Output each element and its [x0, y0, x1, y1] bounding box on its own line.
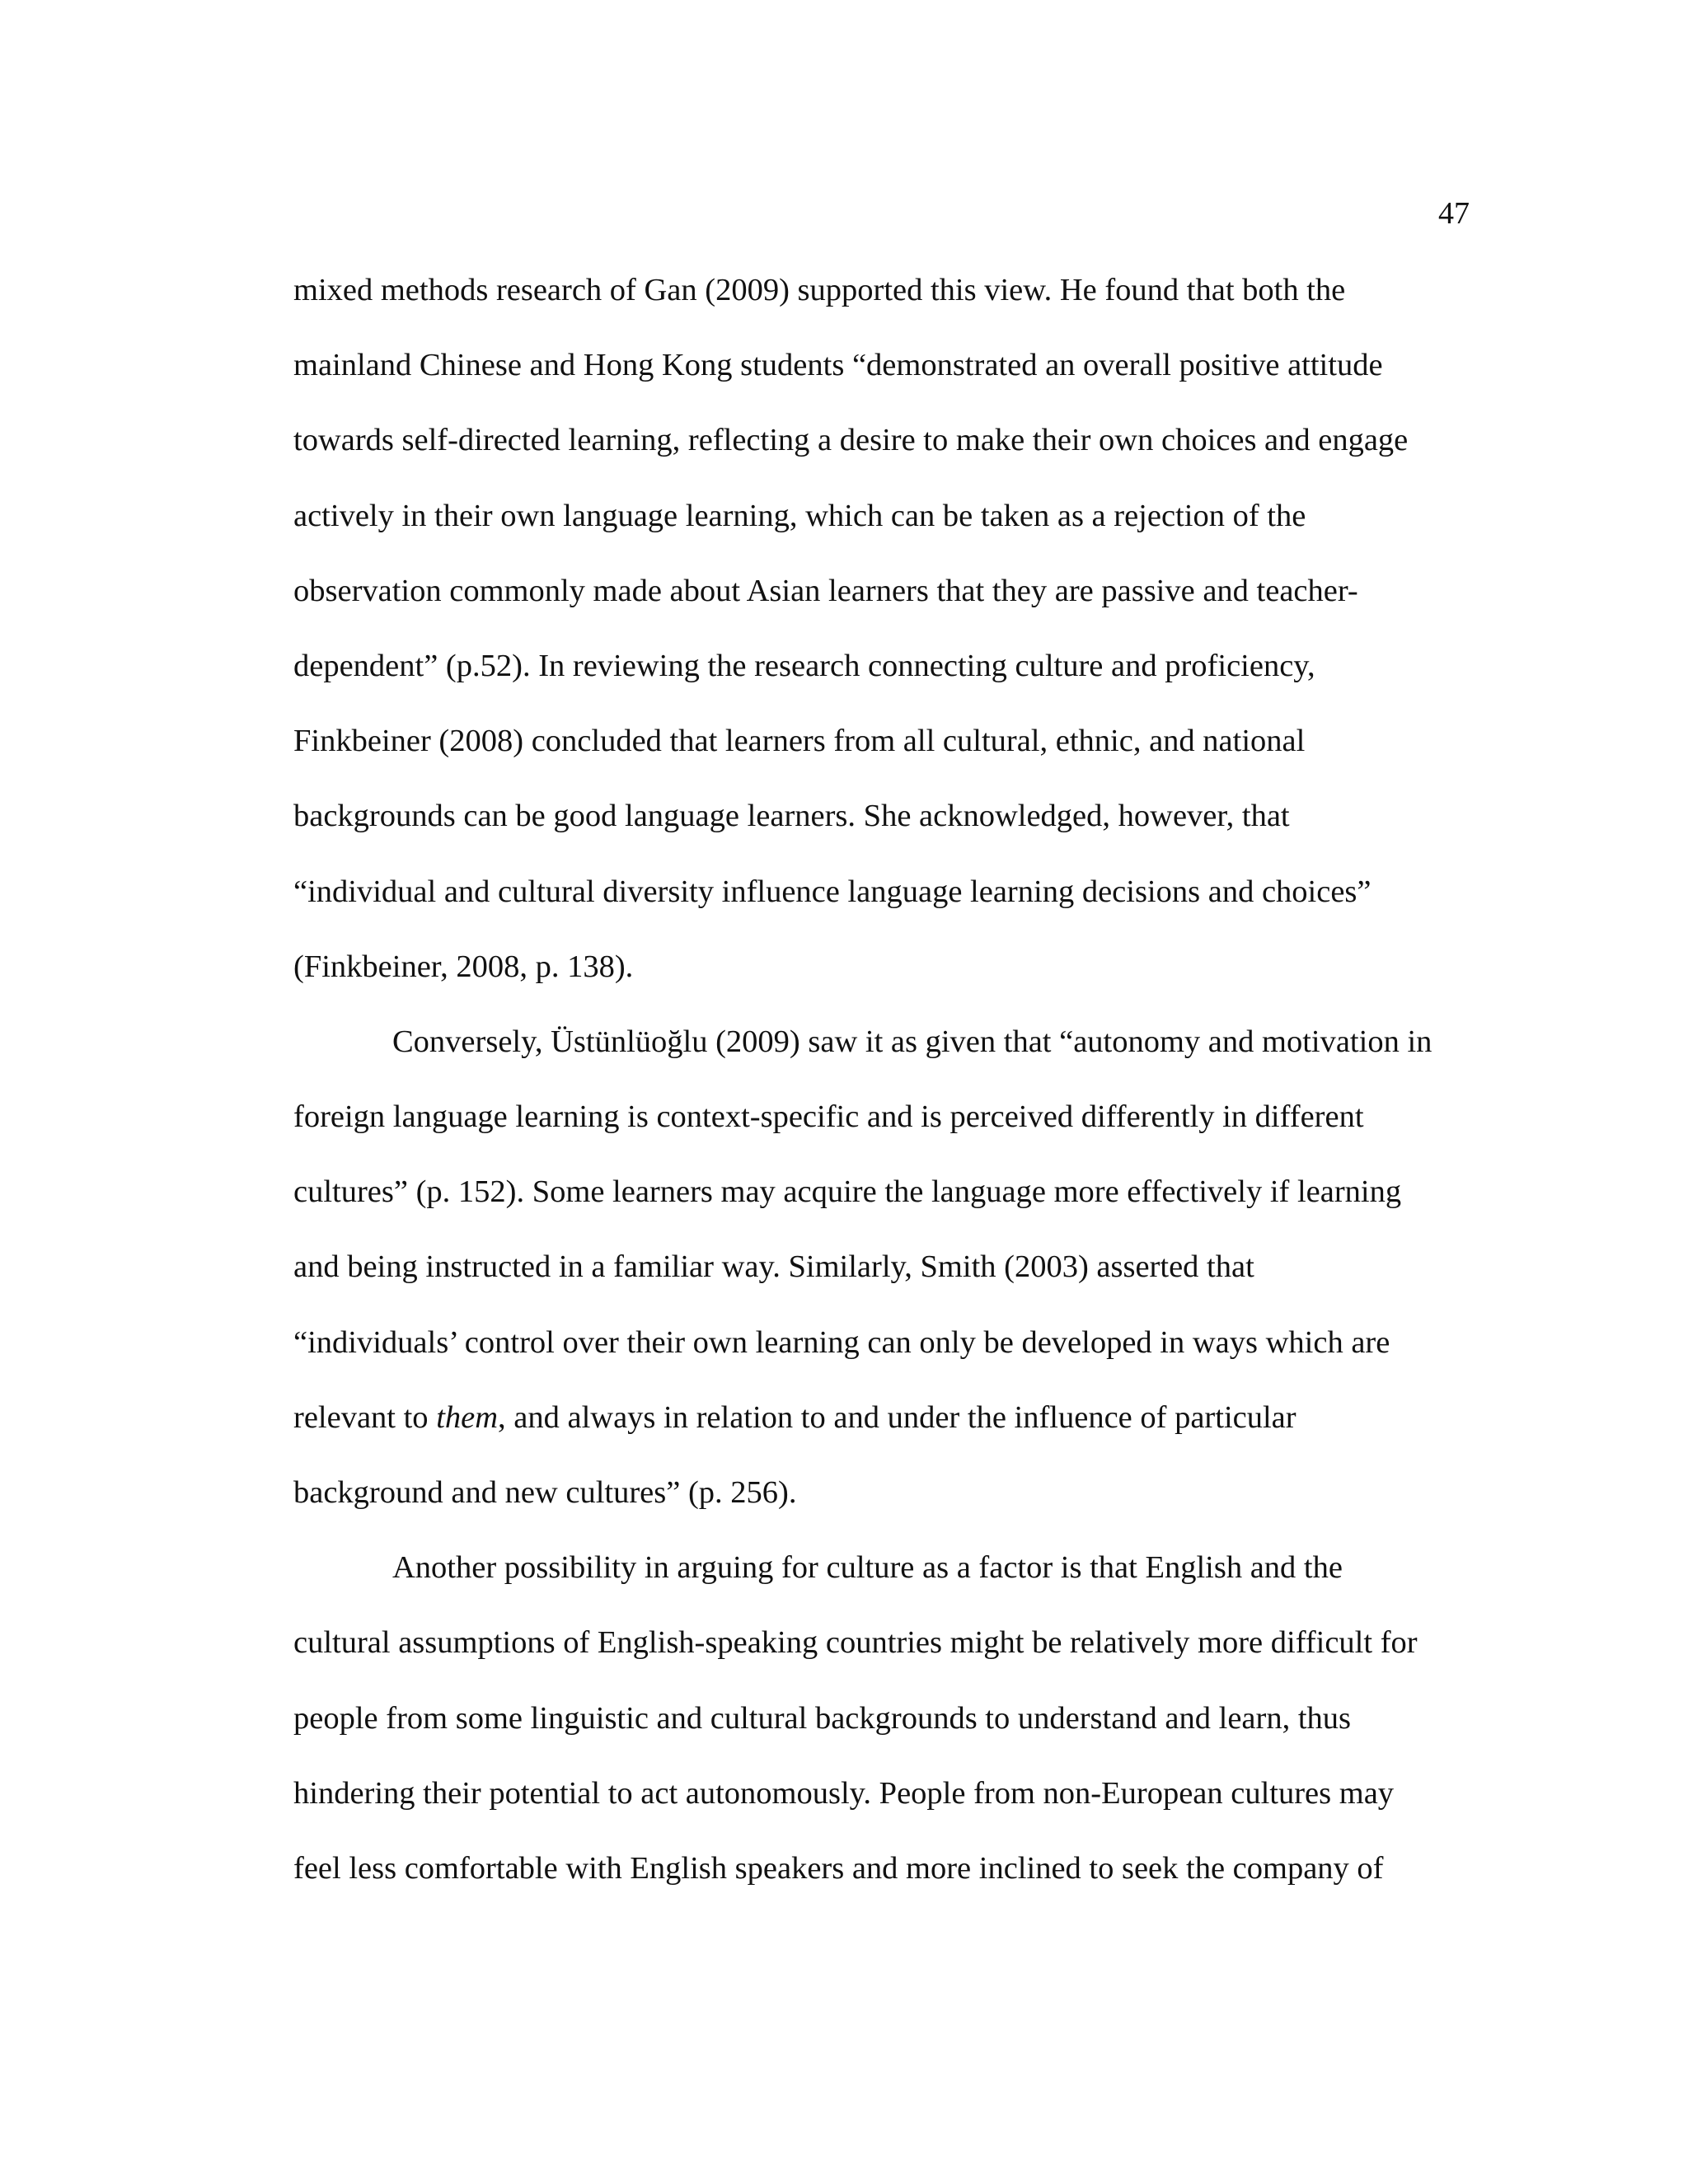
text-line: backgrounds can be good language learners. She acknowledged, however, that — [293, 799, 1290, 834]
body-text — [293, 253, 1480, 1906]
text-run: relevant to — [293, 1399, 437, 1435]
text-line: mixed methods research of Gan (2009) supported this view. He found that both the — [293, 273, 1346, 307]
paragraph-first-line: Another possibility in arguing for culture as a factor is that English and the — [392, 1550, 1343, 1586]
text-line: “individual and cultural diversity influence language learning decisions and choices” — [293, 874, 1372, 909]
text-line: observation commonly made about Asian learners that they are passive and teacher- — [293, 573, 1358, 608]
emphasized-word: them — [436, 1399, 499, 1435]
text-line: Finkbeiner (2008) concluded that learners from all cultural, ethnic, and national — [293, 724, 1306, 759]
text-line: feel less comfortable with English speakers and more inclined to seek the company of — [293, 1850, 1384, 1886]
text-line-with-emphasis — [293, 1380, 1480, 1455]
text-line: actively in their own language learning, which can be taken as a rejection of the — [293, 498, 1306, 533]
paragraph-first-line: Conversely, Üstünlüoğlu (2009) saw it as given that “autonomy and motivation in — [392, 1024, 1432, 1059]
text-line: foreign language learning is context-specific and is perceived differently in different — [293, 1099, 1364, 1135]
page-number: 47 — [1438, 196, 1470, 231]
text-line: cultures” (p. 152). Some learners may acquire the language more effectively if learning — [293, 1174, 1402, 1210]
text-line: (Finkbeiner, 2008, p. 138). — [293, 949, 634, 984]
text-line: “individuals’ control over their own learning can only be developed in ways which are — [293, 1324, 1390, 1360]
text-line: people from some linguistic and cultural backgrounds to understand and learn, thus — [293, 1700, 1352, 1736]
text-line: towards self-directed learning, reflecting a desire to make their own choices and engage — [293, 423, 1409, 458]
text-line: hindering their potential to act autonomously. People from non-European cultures may — [293, 1775, 1395, 1811]
text-run: , and always in relation to and under the influence of particular — [498, 1399, 1296, 1435]
text-line: cultural assumptions of English-speaking countries might be relatively more difficult for — [293, 1625, 1418, 1661]
text-line: mainland Chinese and Hong Kong students “demonstrated an overall positive attitude — [293, 348, 1383, 383]
text-line: dependent” (p.52). In reviewing the research connecting culture and proficiency, — [293, 648, 1315, 683]
text-line: background and new cultures” (p. 256). — [293, 1475, 797, 1510]
text-line: and being instructed in a familiar way. Similarly, Smith (2003) asserted that — [293, 1249, 1254, 1285]
